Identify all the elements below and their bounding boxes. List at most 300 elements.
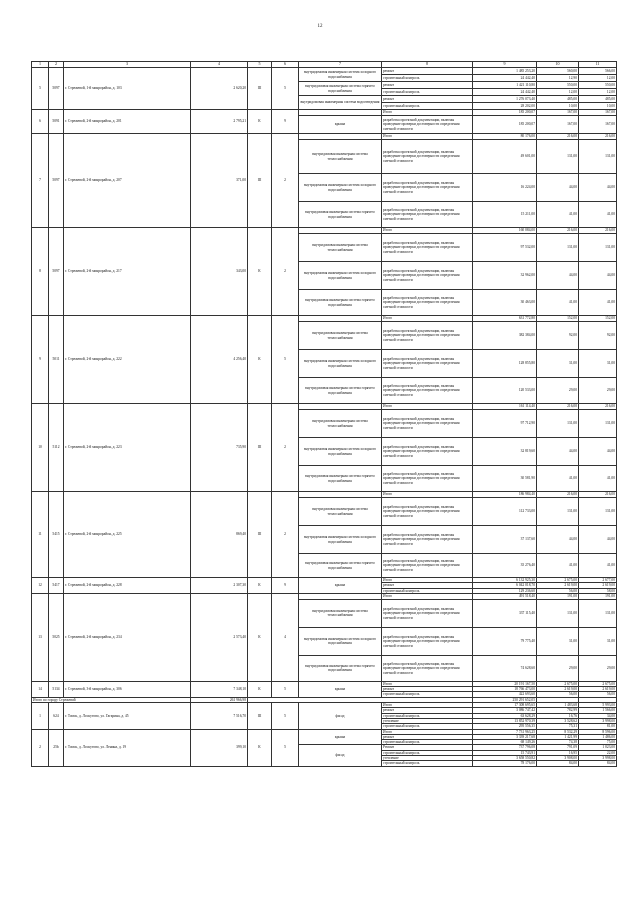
subtotal-label: Итого по городу Стрежевой [32,697,191,702]
column-number-cell: 9 [473,62,537,68]
row-number: 7 [32,134,49,228]
work-value: 31,00 [579,627,617,655]
work-description: Итого [382,316,473,322]
work-value: 295 556,35 [473,724,537,729]
building-id: 5415 [49,492,64,578]
work-value: 32 819,60 [473,438,537,466]
work-value: 80 176,00 [473,134,537,140]
work-value: 3 086 747,42 [473,708,537,713]
work-value: 631 772,80 [473,316,537,322]
work-value: 3 528,62 [537,718,579,723]
column-number-cell: 4 [191,62,248,68]
building-id: 25b [49,729,64,766]
row-number: 2 [32,729,49,766]
building-address: г. Томск, д. Лоскутово, ул. Гагарина, д. 45 [64,703,191,729]
work-value: 78 176,00 [473,761,537,766]
work-value: 8 532,29 [537,729,579,734]
work-description: разработка проектной документации, включая проведение проверки достоверности определения сметной стоимости [382,627,473,655]
work-value: 44,00 [537,438,579,466]
building-group: III [248,404,272,492]
work-description: разработка проектной документации, включая проведение проверки достоверности определения сметной стоимости [382,498,473,526]
work-value: 29,00 [537,378,579,404]
work-description: разработка проектной документации, включая проведение проверки достоверности определения сметной стоимости [382,410,473,438]
work-value: 63 628,29 [473,713,537,718]
repair-plan-table [31,61,617,767]
work-value: 75,00 [579,740,617,745]
work-value: 1 483,68 [537,703,579,708]
work-value: 84,00 [537,761,579,766]
work-type: внутридомовая инженерная система холодного водоснабжения [299,350,382,378]
work-value: 28 202,00 [473,103,537,110]
building-id: 5025 [49,593,64,681]
building-group: К [248,578,272,594]
work-value: 112 733,00 [473,498,537,526]
work-value: 30 581,90 [473,466,537,492]
work-value: 44,00 [579,526,617,554]
column-number-cell: 1 [32,62,49,68]
work-value: 737 796,08 [473,745,537,750]
work-value: 1 486,00 [579,734,617,739]
work-description: ремонт [382,68,473,75]
building-area: 735,90 [191,404,248,492]
building-floors: 2 [272,492,299,578]
work-description: разработка проектной документации, включая проведение проверки достоверности определения сметной стоимости [382,554,473,578]
work-type: внутридомовая инженерная система горячего водоснабжения [299,202,382,228]
work-type: крыша [299,729,382,745]
work-value: 131,00 [537,599,579,627]
work-value: 17 308 695,65 [473,703,537,708]
work-description: разработка проектной документации, включая проведение проверки достоверности определения сметной стоимости [382,116,473,134]
building-group: III [248,703,272,729]
work-type: внутридомовая инженерная система теплоснабжения [299,498,382,526]
work-value: 41,00 [537,202,579,228]
work-value: 20 191 167,50 [473,681,537,686]
work-value: 29,00 [537,655,579,681]
work-description: Итого [382,578,473,583]
work-description: Итого [382,228,473,234]
building-id: 5011 [49,316,64,404]
work-value: 16,95 [537,750,579,755]
work-value: 216,00 [537,228,579,234]
work-description: разработка проектной документации, включая проведение проверки достоверности определения сметной стоимости [382,262,473,290]
building-floors: 9 [272,578,299,594]
work-description: ремонт [382,96,473,103]
building-address: г. Стрежевой, 2-й микрорайон, д. 228 [64,578,191,594]
work-description: ремонт [382,82,473,89]
work-value: 191,00 [537,593,579,599]
building-address: г. Стрежевой, 2-й микрорайон, д. 201 [64,110,191,134]
building-group: К [248,593,272,681]
work-value: 41,00 [579,202,617,228]
column-number-cell: 8 [382,62,473,68]
work-value: 44,00 [579,438,617,466]
work-type: крыша [299,116,382,134]
building-floors: 5 [272,681,299,697]
work-value: 44,00 [579,174,617,202]
building-address: г. Стрежевой, 3-й микрорайон, д. 306 [64,681,191,697]
work-value: 12,00 [579,89,617,96]
work-type: внутридомовая инженерная система горячего водоснабжения [299,82,382,96]
work-value: 29,00 [579,655,617,681]
work-value: 2 619,00 [537,687,579,692]
building-id: 5097 [49,134,64,228]
work-type: внутридомовая инженерная система горячего водоснабжения [299,466,382,492]
work-value: 81,00 [579,724,617,729]
work-value: 167,00 [537,116,579,134]
work-value: 74 628,60 [473,655,537,681]
building-floors: 9 [272,110,299,134]
work-value: 12,90 [537,75,579,82]
work-value: 1 421 110,80 [473,82,537,89]
work-value: 92,00 [537,322,579,350]
work-value: 1 023,00 [579,745,617,750]
work-description: разработка проектной документации, включая проведение проверки достоверности определения сметной стоимости [382,526,473,554]
building-group: III [248,134,272,228]
building-area: 869,40 [191,492,248,578]
work-value: 2 619,00 [579,583,617,588]
work-value: 3 998,00 [579,756,617,761]
work-value: 216,00 [579,404,617,410]
work-value: 29,00 [579,378,617,404]
work-description: утепление [382,718,473,723]
work-description: разработка проектной документации, включая проведение проверки достоверности определения сметной стоимости [382,202,473,228]
work-value: 191,00 [579,593,617,599]
work-value: 15 211,00 [473,202,537,228]
work-description: разработка проектной документации, включая проведение проверки достоверности определения сметной стоимости [382,322,473,350]
work-description: Итого [382,492,473,498]
building-area: 2 573,40 [191,593,248,681]
building-area: 2 307,30 [191,578,248,594]
work-value: 41,00 [579,290,617,316]
building-area: 399,10 [191,729,248,766]
building-group: III [248,492,272,578]
work-description: Итого [382,404,473,410]
building-address: г. Стрежевой, 2-й микрорайон, д. 222 [64,316,191,404]
row-number: 5 [32,68,49,110]
work-value: 3 908,00 [537,756,579,761]
work-value: 44,00 [537,174,579,202]
work-description: Итого [382,134,473,140]
building-address: г. Томск, д. Лоскутово, ул. Ленина, д. 19 [64,729,191,766]
work-type: внутридомовая инженерная система холодного водоснабжения [299,438,382,466]
work-description: разработка проектной документации, включая проведение проверки достоверности определения сметной стоимости [382,174,473,202]
work-value: 92,00 [579,322,617,350]
work-description: разработка проектной документации, включая проведение проверки достоверности определения сметной стоимости [382,378,473,404]
work-value: 58,00 [579,588,617,593]
work-description: разработка проектной документации, включая проведение проверки достоверности определения сметной стоимости [382,438,473,466]
work-value: 791,09 [537,745,579,750]
work-value: 167,00 [537,110,579,116]
work-value: 22,00 [579,750,617,755]
work-value: 1 276 073,40 [473,96,537,103]
work-value: 186 984,40 [473,492,537,498]
building-group: К [248,681,272,697]
work-value: 41,00 [537,554,579,578]
work-value: 131,00 [579,599,617,627]
work-description: Итого [382,729,473,734]
work-value: 3 339 217,68 [473,734,537,739]
work-description: строительный контроль [382,588,473,593]
building-area: 7 516,70 [191,703,248,729]
building-address: г. Стрежевой, 1-й микрорайон, д. 103 [64,68,191,110]
work-description: Итого [382,703,473,708]
work-value: 10,00 [579,103,617,110]
work-value: 131,00 [579,140,617,174]
building-floors: 4 [272,593,299,681]
work-value: 12,00 [579,75,617,82]
work-value: 16 224,00 [473,174,537,202]
work-value: 75,31 [537,724,579,729]
table-row [32,729,617,734]
work-description: строительный контроль [382,724,473,729]
row-number: 1 [32,703,49,729]
work-value: 56,00 [537,588,579,593]
work-value: 24 442,40 [473,75,537,82]
work-value: 2 677,00 [579,578,617,583]
work-description: строительный контроль [382,713,473,718]
work-value: 56,00 [579,692,617,697]
table-row [32,681,617,686]
work-value: 97 712,90 [473,410,537,438]
work-type: внутридомовая инженерная система холодного водоснабжения [299,627,382,655]
work-value: 49 601,00 [473,140,537,174]
building-address: г. Стрежевой, 2-й микрорайон, д. 207 [64,134,191,228]
building-floors: 5 [272,316,299,404]
work-value: 5 993,00 [579,703,617,708]
column-number-cell: 11 [579,62,617,68]
work-type: внутридомовая инженерная система холодного водоснабжения [299,262,382,290]
building-floors: 2 [272,134,299,228]
work-value: 3 658 550,82 [473,756,537,761]
work-value: 422 693,60 [473,692,537,697]
building-floors: 2 [272,404,299,492]
work-value: 216,00 [579,492,617,498]
work-value: 7 731 963,25 [473,729,537,734]
building-area: 4 256,40 [191,316,248,404]
work-value: 3 998,00 [579,718,617,723]
work-value: 41,00 [579,466,617,492]
work-type: крыша [299,681,382,697]
work-value: 84,00 [579,761,617,766]
work-description: разработка проектной документации, включая проведение проверки достоверности определения сметной стоимости [382,466,473,492]
row-number: 11 [32,492,49,578]
subtotal-value: 250 291 652,05 [473,697,537,702]
work-value: 2 675,00 [579,681,617,686]
work-value: 37 137,60 [473,526,537,554]
work-value: 15 743,91 [473,750,537,755]
work-value: 491 518,40 [473,593,537,599]
building-address: г. Стрежевой, 2-й микрорайон, д. 225 [64,492,191,578]
work-value: 185 200,07 [473,110,537,116]
work-type: внутридомовая инженерная система горячего водоснабжения [299,290,382,316]
work-value: 216,00 [537,492,579,498]
building-id: 5097 [49,228,64,316]
work-description: ремонт [382,708,473,713]
column-number-cell: 7 [299,62,382,68]
work-value: 30 463,00 [473,290,537,316]
building-area: 7 348,10 [191,681,248,697]
building-floors: 5 [272,703,299,729]
work-value: 2 619,00 [579,687,617,692]
work-value: 550,00 [537,82,579,89]
work-value: 216,00 [579,134,617,140]
work-value: 12,00 [537,89,579,96]
work-value: 18 766 473,00 [473,687,537,692]
work-value: 167,00 [579,116,617,134]
work-value: 2 675,00 [537,681,579,686]
table-row [32,578,617,583]
row-number: 13 [32,593,49,681]
work-type: внутридомовая инженерная система теплоснабжения [299,599,382,627]
work-value: 1 566,00 [579,708,617,713]
work-value: 560,00 [537,68,579,75]
work-value: 6 132 925,30 [473,578,537,583]
work-type: фасад [299,745,382,766]
work-description: разработка проектной документации, включая проведение проверки достоверности определения сметной стоимости [382,350,473,378]
work-value: 216,00 [537,134,579,140]
building-id: 624 [49,703,64,729]
work-value: 32 962,00 [473,262,537,290]
work-value: 16,76 [537,713,579,718]
work-value: 131,00 [579,498,617,526]
building-id: 5134 [49,681,64,697]
work-value: 216,00 [579,228,617,234]
work-value: 68 149,26 [473,740,537,745]
work-description: ремонт [382,734,473,739]
work-value: 185 200,07 [473,116,537,134]
work-type: внутридомовая инженерная система теплоснабжения [299,234,382,262]
column-number-cell: 6 [272,62,299,68]
work-value: 129 236,60 [473,588,537,593]
row-number: 10 [32,404,49,492]
work-value: 41,00 [537,290,579,316]
building-id: 5091 [49,110,64,134]
work-description: утепление [382,756,473,761]
building-area: 371,00 [191,134,248,228]
work-description: разработка проектной документации, включая проведение проверки достоверности определения сметной стоимости [382,234,473,262]
work-description: строительный контроль [382,103,473,110]
work-value: 13 852 970,39 [473,718,537,723]
work-description: разработка проектной документации, включая проведение проверки достоверности определения сметной стоимости [382,140,473,174]
work-value: 160 084,00 [473,228,537,234]
work-value: 31,00 [537,627,579,655]
work-value: 131,00 [579,410,617,438]
work-value: 128 855,80 [473,350,537,378]
work-description: Итого [382,110,473,116]
work-value: 120 533,00 [473,378,537,404]
work-value: 35 276,40 [473,554,537,578]
building-floors: 5 [272,68,299,110]
work-value: 1 485 253,20 [473,68,537,75]
work-value: 2 675,00 [537,578,579,583]
building-area: 2 795,21 [191,110,248,134]
work-value: 31,00 [579,350,617,378]
building-area: 2 620,20 [191,68,248,110]
building-address: г. Стрежевой, 2-й микрорайон, д. 217 [64,228,191,316]
work-type: внутридомовая инженерная система теплоснабжения [299,410,382,438]
work-value: 34,00 [579,713,617,718]
building-floors: 5 [272,729,299,766]
building-id: 5097 [49,68,64,110]
work-description: строительный контроль [382,750,473,755]
work-value: 566,00 [579,68,617,75]
work-value: 41,00 [579,554,617,578]
table-row [32,703,617,708]
work-value: 131,00 [537,140,579,174]
work-description: ремонт [382,583,473,588]
work-description: разработка проектной документации, включая проведение проверки достоверности определения сметной стоимости [382,290,473,316]
work-description: разработка проектной документации, включая проведение проверки достоверности определения сметной стоимости [382,655,473,681]
work-value: 337 115,40 [473,599,537,627]
work-description: разработка проектной документации, включая проведение проверки достоверности определения сметной стоимости [382,599,473,627]
work-value: 8 596,00 [579,729,617,734]
subtotal-area: 261 966,98 [191,697,248,702]
work-type: фасад [299,703,382,729]
work-type: внутридомовая инженерная система водоотведения [299,96,382,110]
table-row [32,68,617,75]
work-description: строительный контроль [382,89,473,96]
building-floors: 2 [272,228,299,316]
work-value: 24 442,40 [473,89,537,96]
work-value: 74,38 [537,740,579,745]
work-value: 10,00 [537,103,579,110]
work-type: внутридомовая инженерная система холодного водоснабжения [299,68,382,82]
row-number: 6 [32,110,49,134]
work-description: ремонт [382,687,473,692]
work-description: Итого [382,593,473,599]
work-value: 167,00 [579,110,617,116]
work-description: строительный контроль [382,761,473,766]
work-value: 485,00 [537,96,579,103]
work-description: Ремонт [382,745,473,750]
work-value: 216,00 [537,404,579,410]
work-value: 44,00 [579,262,617,290]
work-value: 382 384,00 [473,322,537,350]
work-value: 1 421,99 [537,734,579,739]
work-value: 131,00 [537,498,579,526]
work-type: внутридомовая инженерная система горячего водоснабжения [299,655,382,681]
work-value: 131,00 [537,410,579,438]
work-value: 131,00 [579,234,617,262]
column-number-cell: 2 [49,62,64,68]
column-number-cell: 10 [537,62,579,68]
row-number: 12 [32,578,49,594]
building-group: К [248,228,272,316]
work-value: 79 775,40 [473,627,537,655]
work-value: 2 619,00 [537,583,579,588]
work-value: 152,00 [537,316,579,322]
work-type: внутридомовая инженерная система холодного водоснабжения [299,174,382,202]
work-value: 550,00 [579,82,617,89]
work-description: строительный контроль [382,75,473,82]
work-value: 44,00 [537,262,579,290]
building-address: г. Стрежевой, 2-й микрорайон, д. 234 [64,593,191,681]
work-value: 131,00 [537,234,579,262]
row-number: 9 [32,316,49,404]
row-number: 8 [32,228,49,316]
work-description: Итого [382,681,473,686]
row-number: 14 [32,681,49,697]
building-area: 343,00 [191,228,248,316]
table-body [32,62,617,767]
work-value: 782,99 [537,708,579,713]
building-id: 5112 [49,404,64,492]
page-number: 12 [317,24,323,29]
work-value: 56,00 [537,692,579,697]
work-value: 161 114,40 [473,404,537,410]
building-id: 5417 [49,578,64,594]
work-value: 152,00 [579,316,617,322]
